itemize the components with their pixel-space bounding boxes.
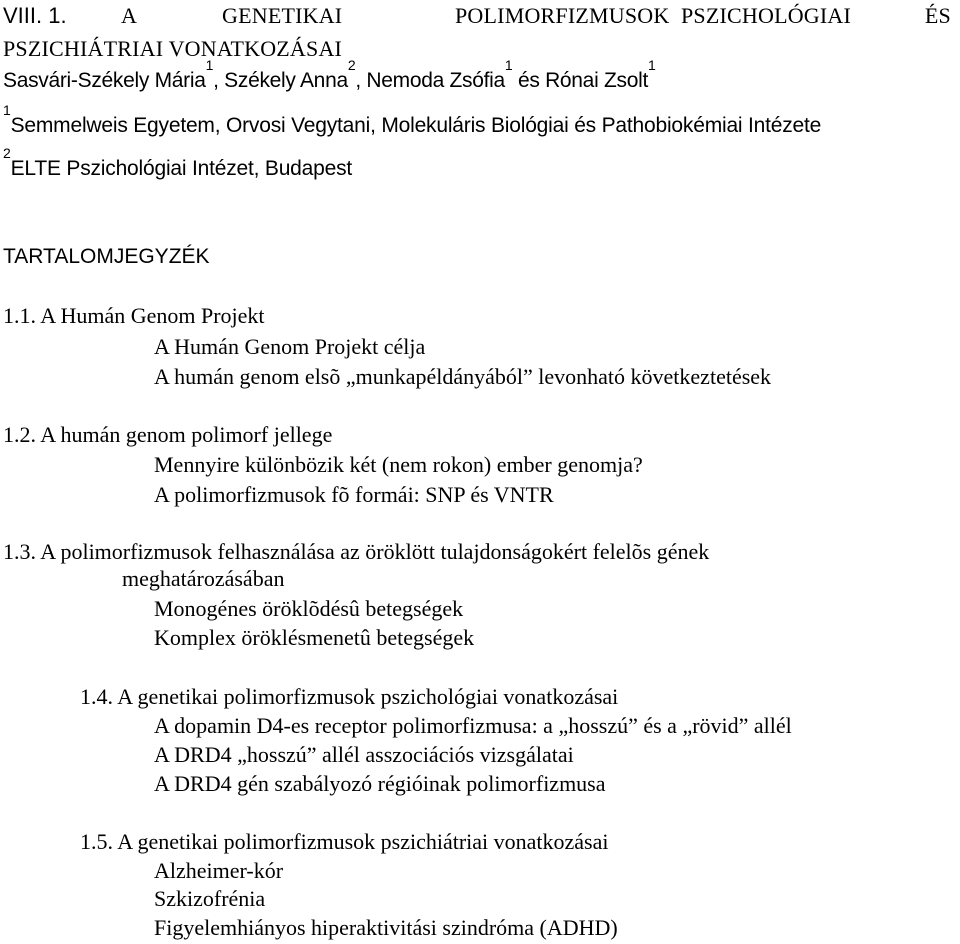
affiliation-mark: 1: [3, 102, 11, 118]
author-name: Székely Anna: [224, 69, 348, 92]
author-separator: ,: [355, 69, 367, 92]
document-title-line-2: [3, 36, 342, 62]
affiliation-text: Semmelweis Egyetem, Orvosi Vegytani, Molekuláris Biológiai és Pathobiokémiai Intézete: [10, 114, 822, 137]
author-affiliation-mark: 1: [504, 57, 513, 73]
toc-section-title: 1.2. A humán genom polimorf jellege: [3, 422, 333, 447]
author-name: Nemoda Zsófia: [366, 69, 505, 92]
title-continuation: PSZICHIÁTRIAI VONATKOZÁSAI: [3, 36, 343, 61]
affiliation-mark: 2: [3, 145, 11, 161]
affiliation-line: [3, 145, 353, 182]
author-affiliation-mark: 2: [347, 57, 356, 73]
author-affiliation-mark: 1: [647, 57, 656, 73]
toc-item: A polimorfizmusok fõ formái: SNP és VNTR: [154, 482, 554, 507]
toc-item: Alzheimer-kór: [154, 858, 284, 883]
title-word: ÉS: [924, 3, 951, 28]
toc-item: A Humán Genom Projekt célja: [154, 334, 426, 359]
author-affiliation-mark: 1: [205, 57, 214, 73]
toc-section-title-continuation: meghatározásában: [122, 566, 285, 591]
toc-heading: TARTALOMJEGYZÉK: [3, 245, 210, 268]
author-separator: ,: [213, 69, 225, 92]
toc-item: A humán genom elsõ „munkapéldányából” levonható következtetések: [154, 364, 772, 389]
toc-item: Szkizofrénia: [154, 886, 266, 911]
author-name: Sasvári-Székely Mária: [3, 69, 206, 92]
affiliation-text: ELTE Pszichológiai Intézet, Budapest: [10, 157, 353, 180]
toc-item: Figyelemhiányos hiperaktivitási szindróma (ADHD): [154, 915, 618, 940]
affiliation-line: [3, 102, 822, 139]
title-word: POLIMORFIZMUSOK: [455, 3, 670, 28]
toc-item: Mennyire különbözik két (nem rokon) ember genomja?: [154, 452, 643, 477]
toc-section-title: 1.1. A Humán Genom Projekt: [3, 303, 265, 328]
toc-section-title: 1.3. A polimorfizmusok felhasználása az öröklött tulajdonságokért felelõs gének: [3, 539, 710, 564]
toc-item: A DRD4 gén szabályozó régióinak polimorfizmusa: [154, 771, 606, 796]
toc-item: Monogénes öröklõdésû betegségek: [154, 596, 464, 621]
author-separator: és: [512, 69, 546, 92]
toc-item: Komplex öröklésmenetû betegségek: [154, 625, 475, 650]
title-word: GENETIKAI: [222, 3, 343, 28]
toc-section-title: 1.5. A genetikai polimorfizmusok pszichiátriai vonatkozásai: [80, 829, 609, 854]
author-list: [3, 57, 656, 94]
toc-item: A dopamin D4-es receptor polimorfizmusa: a „hosszú” és a „rövid” allél: [154, 713, 792, 738]
toc-item: A DRD4 „hosszú” allél asszociációs vizsgálatai: [154, 742, 574, 767]
author-name: Rónai Zsolt: [545, 69, 648, 92]
toc-section-title: 1.4. A genetikai polimorfizmusok pszichológiai vonatkozásai: [80, 684, 619, 709]
title-word: PSZICHOLÓGIAI: [681, 3, 852, 28]
chapter-number: VIII. 1.: [3, 3, 67, 28]
title-word: A: [121, 3, 138, 28]
